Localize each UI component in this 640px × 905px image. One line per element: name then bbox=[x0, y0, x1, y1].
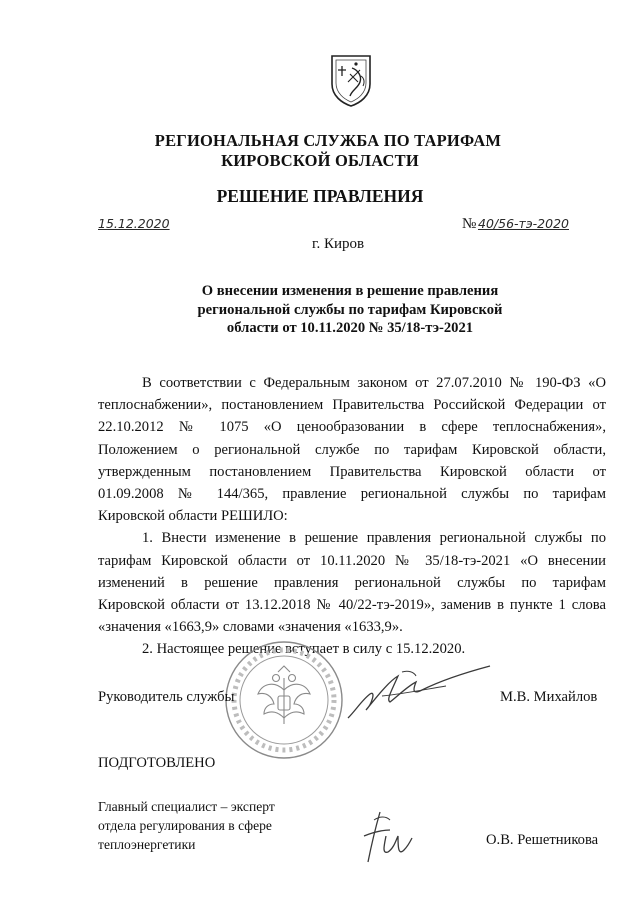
body-line: В соответствии с Федеральным законом от 27.07.2010 № 190-ФЗ «О bbox=[142, 375, 606, 391]
double-headed-eagle-icon bbox=[258, 666, 310, 724]
city: г. Киров bbox=[312, 236, 365, 252]
preparer-name: О.В. Решетникова bbox=[486, 832, 599, 848]
body-line: изменений в решение правления региональной службы по тарифам bbox=[98, 574, 606, 591]
preparer-role-line: отдела регулирования в сфере bbox=[98, 818, 272, 833]
coat-of-arms-icon bbox=[328, 52, 374, 108]
signature-mark bbox=[342, 660, 494, 724]
body-line: 22.10.2012 № 1075 «О ценообразовании в сфере теплоснабжения», bbox=[98, 419, 606, 436]
decision-item-1 bbox=[98, 527, 606, 638]
preparer-role-line: Главный специалист – эксперт bbox=[98, 799, 275, 814]
prepared-label: ПОДГОТОВЛЕНО bbox=[98, 755, 216, 771]
decision-subject bbox=[160, 282, 540, 338]
preparer-signature-mark bbox=[360, 806, 416, 870]
body-line: тарифам Кировской области от 10.11.2020 № 35/18-тэ-2021 «О внесении bbox=[98, 552, 606, 569]
official-seal-stamp bbox=[222, 638, 346, 762]
preparer-role-line: теплоэнергетики bbox=[98, 837, 196, 852]
subject-line: О внесении изменения в решение правления bbox=[201, 283, 499, 299]
body-line: Кировской области от 13.12.2018 № 40/22-тэ-2019», заменив в пункте 1 слова bbox=[98, 597, 606, 614]
signatory-name: М.В. Михайлов bbox=[500, 689, 598, 705]
subject-line: области от 10.11.2020 № 35/18-тэ-2021 bbox=[226, 320, 474, 336]
decision-body bbox=[98, 372, 606, 661]
body-line: 2. Настоящее решение вступает в силу с 15.12.2020. bbox=[142, 641, 466, 658]
body-line: Положением о региональной службе по тарифам Кировской области, bbox=[98, 441, 606, 458]
subject-line: региональной службы по тарифам Кировской bbox=[197, 301, 503, 318]
preparer-role bbox=[98, 797, 318, 854]
body-line: 01.09.2008 № 144/365, правление региональной службы по тарифам bbox=[98, 486, 606, 503]
body-line: теплоснабжении», постановлением Правительства Российской Федерации от bbox=[98, 397, 606, 414]
body-line: утвержденным постановлением Правительства Кировской области от bbox=[98, 463, 606, 480]
document-title: РЕШЕНИЕ ПРАВЛЕНИЯ bbox=[216, 186, 424, 206]
preamble-paragraph bbox=[98, 372, 606, 527]
body-line: 1. Внести изменение в решение правления региональной службы по bbox=[142, 530, 606, 547]
organization-name-line2: КИРОВСКОЙ ОБЛАСТИ bbox=[221, 151, 419, 170]
signatory-role: Руководитель службы bbox=[98, 689, 235, 705]
number-label: № bbox=[462, 216, 477, 232]
organization-name-line1: РЕГИОНАЛЬНАЯ СЛУЖБА ПО ТАРИФАМ bbox=[154, 131, 502, 150]
decision-item-2 bbox=[98, 638, 606, 660]
document-number: 40/56-тэ-2020 bbox=[478, 216, 569, 231]
body-line: «значения «1663,9» словами «значения «1633,9». bbox=[98, 619, 403, 636]
document-date: 15.12.2020 bbox=[98, 216, 170, 231]
body-line: Кировской области РЕШИЛО: bbox=[98, 508, 288, 525]
